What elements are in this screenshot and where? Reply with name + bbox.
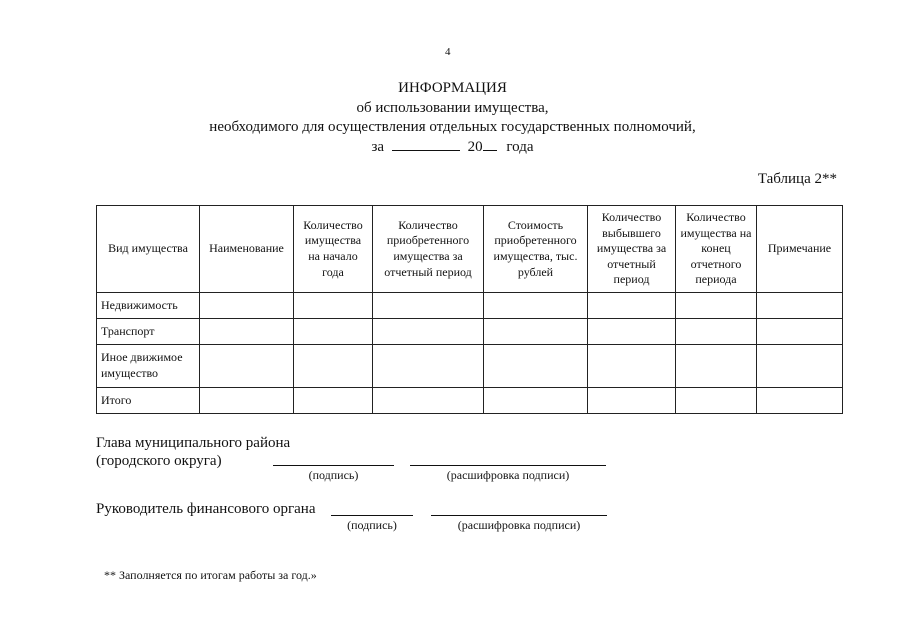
table-row <box>97 293 843 319</box>
document-period-line <box>0 137 905 156</box>
row-label: Транспорт <box>97 319 200 345</box>
table-cell[interactable] <box>484 388 588 414</box>
footnote: ** Заполняется по итогам работы за год.» <box>104 568 317 582</box>
table-cell[interactable] <box>294 319 373 345</box>
header-qty-disposed: Количество выбывшего имущества за отчетный период <box>588 206 676 293</box>
document-subtitle-line-2: необходимого для осуществления отдельных государственных полномочий, <box>209 119 696 135</box>
head-decoding-field[interactable] <box>410 465 606 466</box>
table-cell[interactable] <box>200 319 294 345</box>
finance-decoding-caption: (расшифровка подписи) <box>457 518 581 532</box>
page-number: 4 <box>445 46 451 58</box>
year-blank-field[interactable] <box>483 137 497 151</box>
table-cell[interactable] <box>588 388 676 414</box>
table-row <box>97 388 843 414</box>
table-label: Таблица 2** <box>757 171 837 187</box>
table-cell[interactable] <box>588 319 676 345</box>
header-property-type: Вид имущества <box>97 206 200 293</box>
table-row <box>97 345 843 388</box>
table-cell[interactable] <box>757 293 843 319</box>
table-cell[interactable] <box>294 345 373 388</box>
table-cell[interactable] <box>484 319 588 345</box>
table-cell[interactable] <box>676 319 757 345</box>
head-signature-caption: (подпись) <box>308 468 359 482</box>
document-subtitle-line-1: об использовании имущества, <box>356 100 549 116</box>
table-row <box>97 319 843 345</box>
row-label: Недвижимость <box>97 293 200 319</box>
table-cell[interactable] <box>757 345 843 388</box>
header-qty-start: Количество имущества на начало года <box>294 206 373 293</box>
table-cell[interactable] <box>484 345 588 388</box>
table-cell[interactable] <box>676 345 757 388</box>
finance-signature-caption: (подпись) <box>347 518 397 532</box>
head-signature-field[interactable] <box>273 465 394 466</box>
table-cell[interactable] <box>676 293 757 319</box>
header-qty-acquired: Количество приобретенного имущества за отчетный период <box>373 206 484 293</box>
table-header-row <box>97 206 843 293</box>
head-title-line-2: (городского округа) <box>96 453 222 469</box>
finance-head-title: Руководитель финансового органа <box>96 501 316 517</box>
table-cell[interactable] <box>373 293 484 319</box>
table-cell[interactable] <box>588 345 676 388</box>
finance-signature-field[interactable] <box>331 515 413 516</box>
table-cell[interactable] <box>757 388 843 414</box>
table-cell[interactable] <box>200 388 294 414</box>
table-cell[interactable] <box>200 293 294 319</box>
property-info-table <box>96 205 843 414</box>
row-label: Иное движимое имущество <box>97 345 200 388</box>
table-cell[interactable] <box>373 319 484 345</box>
document-title: ИНФОРМАЦИЯ <box>398 80 507 96</box>
period-suffix: года <box>506 139 534 155</box>
table-cell[interactable] <box>373 345 484 388</box>
finance-decoding-field[interactable] <box>431 515 607 516</box>
row-label: Итого <box>97 388 200 414</box>
table-cell[interactable] <box>200 345 294 388</box>
table-cell[interactable] <box>484 293 588 319</box>
table-cell[interactable] <box>588 293 676 319</box>
header-qty-end: Количество имущества на конец отчетного периода <box>676 206 757 293</box>
header-cost-acquired: Стоимость приобретенного имущества, тыс. рублей <box>484 206 588 293</box>
header-note: Примечание <box>757 206 843 293</box>
table-cell[interactable] <box>294 293 373 319</box>
period-year-prefix: 20 <box>467 139 483 155</box>
period-blank-field[interactable] <box>392 137 460 151</box>
head-decoding-caption: (расшифровка подписи) <box>446 468 570 482</box>
period-prefix: за <box>371 139 385 155</box>
header-name: Наименование <box>200 206 294 293</box>
head-title-line-1: Глава муниципального района <box>96 435 291 451</box>
table-cell[interactable] <box>294 388 373 414</box>
table-cell[interactable] <box>757 319 843 345</box>
table-cell[interactable] <box>373 388 484 414</box>
table-cell[interactable] <box>676 388 757 414</box>
